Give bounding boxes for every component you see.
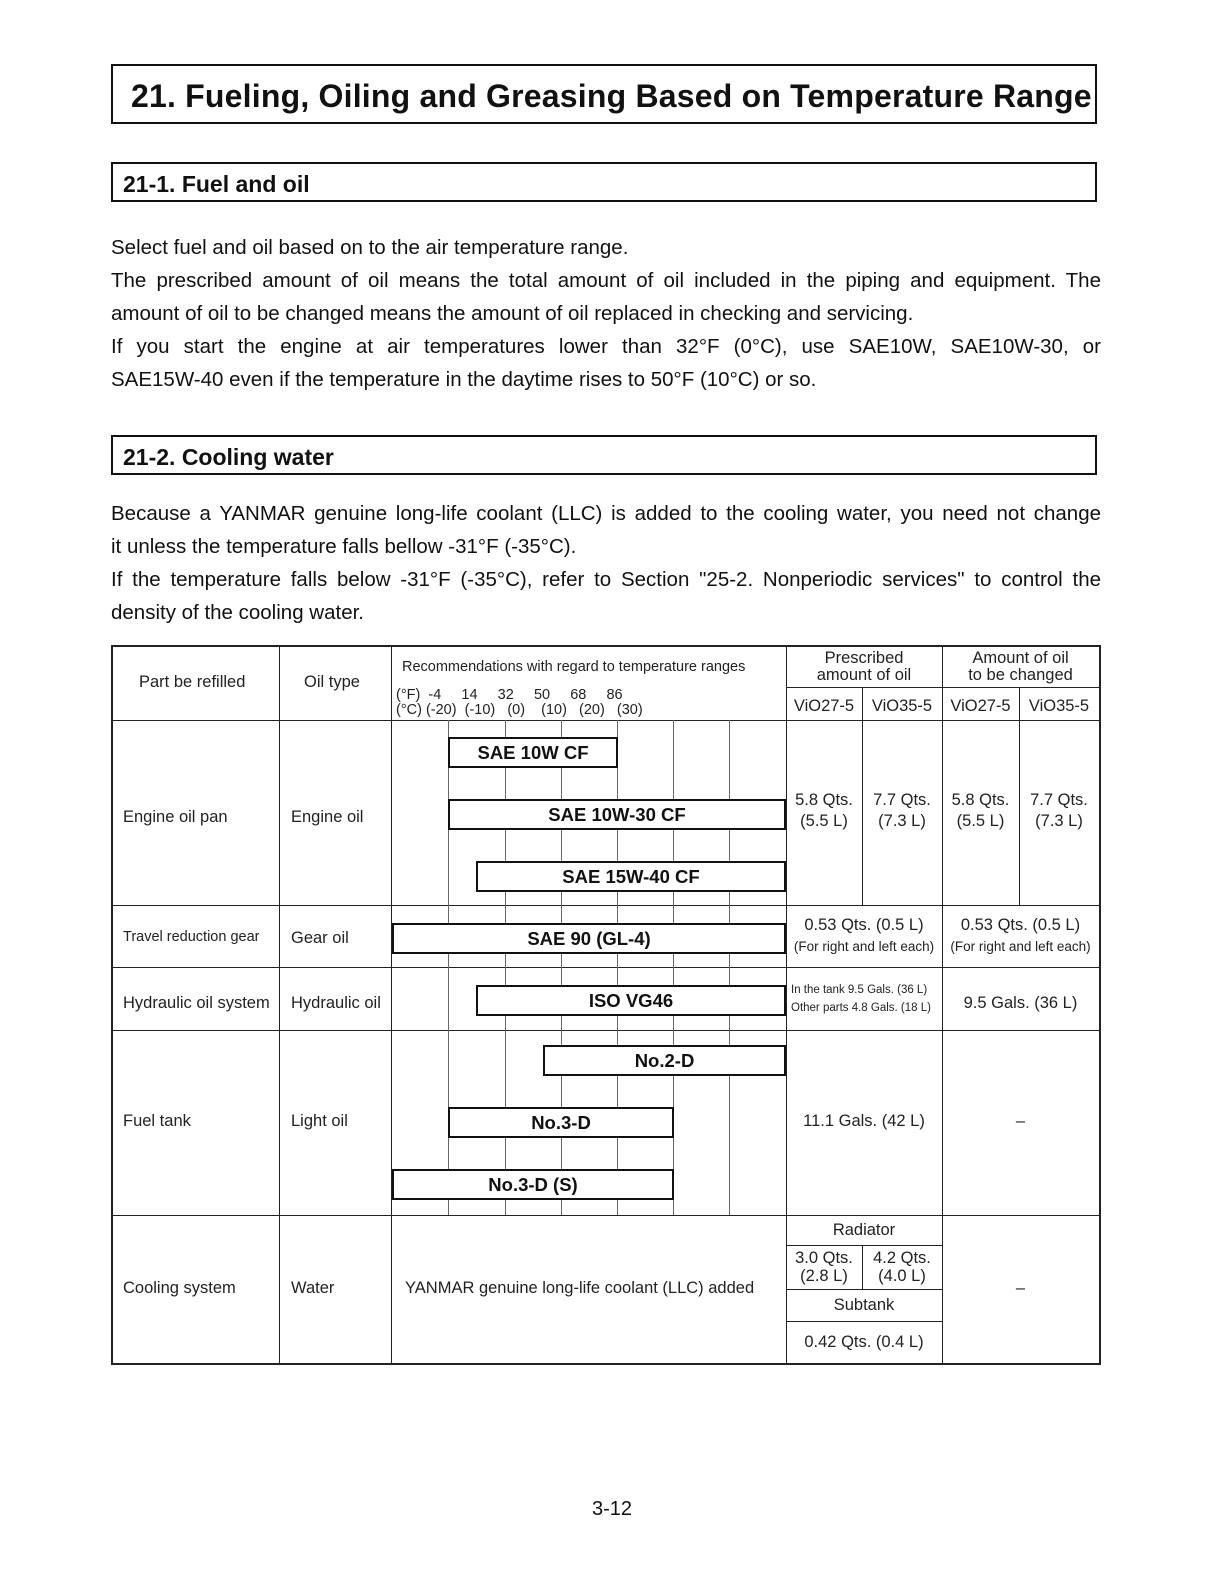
radiator-label: Radiator bbox=[832, 1221, 896, 1239]
value: (2.8 L) bbox=[800, 1267, 848, 1285]
header-prescribed-line2: amount of oil bbox=[816, 666, 912, 684]
chapter-title: 21. Fueling, Oiling and Greasing Based on Temperature Range bbox=[131, 78, 1092, 114]
section-2-box bbox=[111, 435, 1097, 475]
engine-oil: Engine oil bbox=[291, 808, 364, 826]
paragraph-line: If you start the engine at air temperatures lower than 32°F (0°C), use SAE10W, SAE10W-30, or bbox=[111, 335, 1101, 358]
value: 0.53 Qts. (0.5 L) bbox=[804, 916, 924, 934]
header-model-a: ViO27-5 bbox=[793, 697, 855, 715]
bar-sae-10w-30-cf: SAE 10W-30 CF bbox=[448, 799, 786, 830]
fahrenheit-ticks: (°F) -4 14 32 50 68 86 bbox=[396, 687, 623, 703]
value: (For right and left each) bbox=[793, 939, 935, 954]
bar-sae-10w-cf: SAE 10W CF bbox=[448, 737, 618, 768]
bar-no3-d-s: No.3-D (S) bbox=[392, 1169, 674, 1200]
value: 0.53 Qts. (0.5 L) bbox=[960, 916, 1081, 934]
chapter-title-box bbox=[111, 64, 1097, 124]
value: 5.8 Qts. bbox=[951, 791, 1010, 809]
header-part: Part be refilled bbox=[139, 673, 246, 691]
travel-oil: Gear oil bbox=[291, 929, 349, 947]
header-model-b: ViO35-5 bbox=[871, 697, 933, 715]
page-number: 3-12 bbox=[591, 1498, 633, 1520]
section-1-text bbox=[111, 231, 1101, 396]
engine-changed-b bbox=[1019, 790, 1099, 832]
value: (7.3 L) bbox=[878, 812, 926, 830]
engine-part: Engine oil pan bbox=[123, 808, 228, 826]
header-model-b-changed: ViO35-5 bbox=[1028, 697, 1090, 715]
travel-changed bbox=[942, 915, 1099, 957]
section-2-text bbox=[111, 497, 1101, 629]
header-changed bbox=[942, 650, 1099, 684]
value: (5.5 L) bbox=[800, 812, 848, 830]
bar-sae-90-gl4: SAE 90 (GL-4) bbox=[392, 923, 786, 954]
header-prescribed-line1: Prescribed bbox=[824, 649, 904, 667]
paragraph-line: it unless the temperature falls bellow -31°F (-35°C). bbox=[111, 535, 577, 558]
value: 3.0 Qts. bbox=[795, 1249, 853, 1267]
fuel-oil: Light oil bbox=[291, 1112, 348, 1130]
value: In the tank 9.5 Gals. (36 L) bbox=[791, 984, 928, 996]
header-oil-type: Oil type bbox=[304, 673, 360, 691]
header-prescribed bbox=[786, 650, 942, 684]
section-1-heading: 21-1. Fuel and oil bbox=[123, 171, 310, 197]
engine-prescribed-b bbox=[862, 790, 942, 832]
bar-sae-15w-40-cf: SAE 15W-40 CF bbox=[476, 861, 786, 892]
hydraulic-part: Hydraulic oil system bbox=[123, 994, 270, 1012]
paragraph-line: Because a YANMAR genuine long-life coolant (LLC) is added to the cooling water, you need not change bbox=[111, 502, 1101, 525]
value: 4.2 Qts. bbox=[873, 1249, 931, 1267]
paragraph-line: The prescribed amount of oil means the total amount of oil included in the piping and equipment. The bbox=[111, 269, 1101, 292]
radiator-a bbox=[786, 1249, 862, 1285]
subtank-value: 0.42 Qts. (0.4 L) bbox=[804, 1333, 924, 1351]
hydraulic-changed: 9.5 Gals. (36 L) bbox=[963, 994, 1078, 1012]
fuel-prescribed: 11.1 Gals. (42 L) bbox=[803, 1112, 925, 1130]
celsius-ticks: (°C) (-20) (-10) (0) (10) (20) (30) bbox=[396, 702, 643, 718]
paragraph-line: Select fuel and oil based on to the air temperature range. bbox=[111, 236, 629, 259]
radiator-b bbox=[862, 1249, 942, 1285]
value: (5.5 L) bbox=[956, 812, 1005, 830]
cooling-changed: – bbox=[1015, 1279, 1026, 1297]
bar-iso-vg46: ISO VG46 bbox=[476, 985, 786, 1016]
bar-no3-d: No.3-D bbox=[448, 1107, 674, 1138]
travel-part: Travel reduction gear bbox=[123, 929, 260, 945]
section-2-heading: 21-2. Cooling water bbox=[123, 444, 334, 470]
fuel-part: Fuel tank bbox=[123, 1112, 191, 1130]
engine-prescribed-a bbox=[786, 790, 862, 832]
header-recommendations: Recommendations with regard to temperature ranges bbox=[402, 659, 746, 675]
hydraulic-prescribed bbox=[791, 981, 931, 1017]
value: Other parts 4.8 Gals. (18 L) bbox=[791, 1002, 931, 1014]
paragraph-line: If the temperature falls below -31°F (-35°C), refer to Section "25-2. Nonperiodic services" to control the bbox=[111, 568, 1101, 591]
paragraph-line: density of the cooling water. bbox=[111, 601, 364, 624]
cooling-part: Cooling system bbox=[123, 1279, 236, 1297]
value: 7.7 Qts. bbox=[873, 791, 931, 809]
travel-prescribed bbox=[786, 915, 942, 957]
bar-no2-d: No.2-D bbox=[543, 1045, 786, 1076]
subtank-label: Subtank bbox=[833, 1296, 895, 1314]
lubricant-table bbox=[111, 645, 1101, 1365]
paragraph-line: amount of oil to be changed means the amount of oil replaced in checking and servicing. bbox=[111, 302, 914, 325]
header-model-a-changed: ViO27-5 bbox=[950, 697, 1011, 715]
value: 7.7 Qts. bbox=[1030, 791, 1088, 809]
section-1-box bbox=[111, 162, 1097, 202]
header-changed-line1: Amount of oil bbox=[972, 649, 1069, 667]
value: (For right and left each) bbox=[950, 939, 1091, 954]
cooling-oil: Water bbox=[291, 1279, 335, 1297]
fuel-changed: – bbox=[1015, 1112, 1026, 1130]
header-changed-line2: to be changed bbox=[968, 666, 1073, 684]
value: 5.8 Qts. bbox=[795, 791, 853, 809]
paragraph-line: SAE15W-40 even if the temperature in the daytime rises to 50°F (10°C) or so. bbox=[111, 368, 817, 391]
hydraulic-oil: Hydraulic oil bbox=[291, 994, 381, 1012]
value: (4.0 L) bbox=[878, 1267, 926, 1285]
cooling-note: YANMAR genuine long-life coolant (LLC) added bbox=[405, 1279, 755, 1297]
value: (7.3 L) bbox=[1035, 812, 1083, 830]
engine-changed-a bbox=[942, 790, 1019, 832]
